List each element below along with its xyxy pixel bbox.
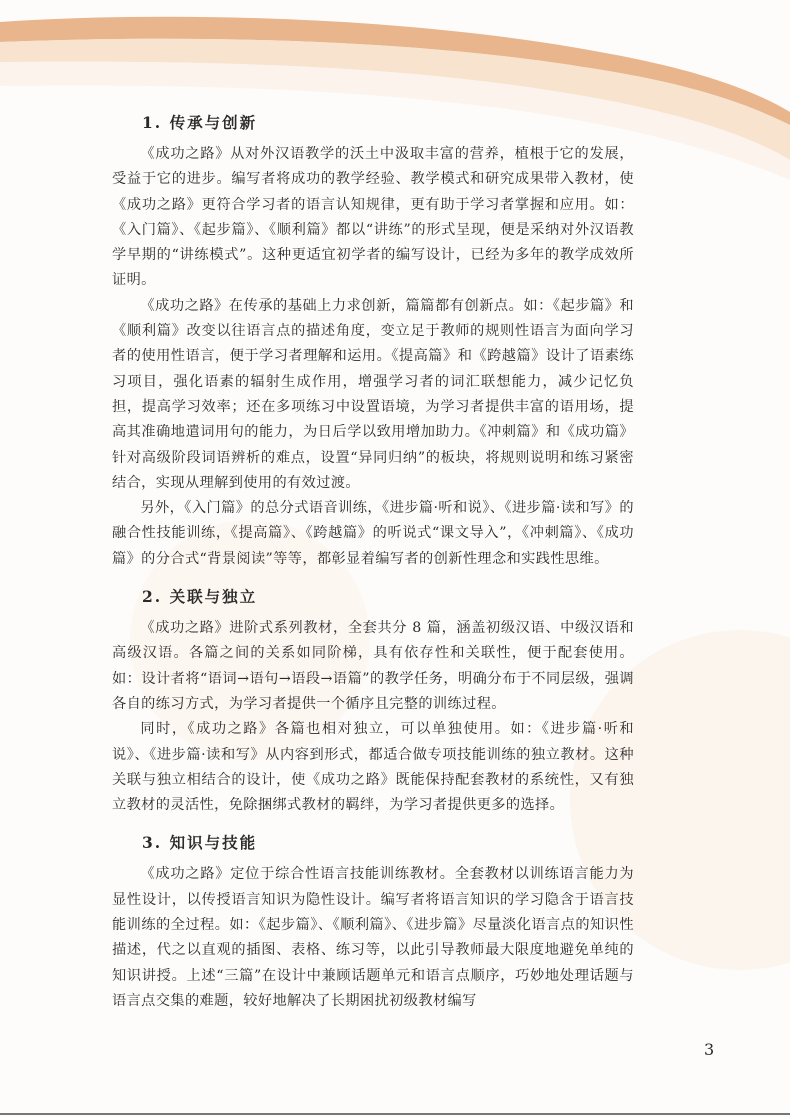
- page-number: 3: [704, 1040, 715, 1059]
- article-body: [112, 112, 634, 1014]
- paragraph: 《成功之路》在传承的基础上力求创新，篇篇都有创新点。如：《起步篇》和《顺利篇》改变以往语言点的描述角度，变立足于教师的规则性语言为面向学习者的使用性语言，便于学习者理解和运用。《提高篇》和《跨越篇》设计了语素练习项目，强化语素的辐射生成作用，增强学习者的词汇联想能力，减少记忆负担，提高学习效率；还在多项练习中设置语境，为学习者提供丰富的语用场，提高其准确地遣词用句的能力，为日后学以致用增加助力。《冲刺篇》和《成功篇》针对高级阶段词语辨析的难点，设置“异同归纳”的板块，将规则说明和练习紧密结合，实现从理解到使用的有效过渡。: [112, 297, 634, 491]
- paragraph: 同时，《成功之路》各篇也相对独立，可以单独使用。如：《进步篇·听和说》、《进步篇·读和写》从内容到形式，都适合做专项技能训练的独立教材。这种关联与独立相结合的设计，使《成功之路》既能保持配套教材的系统性，又有独立教材的灵活性，免除捆绑式教材的羁绊，为学习者提供更多的选择。: [112, 721, 634, 814]
- section-title: 3. 知识与技能: [142, 833, 258, 853]
- section-title: 1. 传承与创新: [142, 113, 258, 132]
- paragraph: 另外，《入门篇》的总分式语音训练，《进步篇·听和说》、《进步篇·读和写》的融合性技能训练，《提高篇》、《跨越篇》的听说式“课文导入”，《冲刺篇》、《成功篇》的分合式“背景阅读”等等，都彰显着编写者的创新性理念和实践性思维。: [112, 500, 634, 567]
- paragraph: 《成功之路》从对外汉语教学的沃土中汲取丰富的营养，植根于它的发展，受益于它的进步。编写者将成功的教学经验、教学模式和研究成果带入教材，使《成功之路》更符合学习者的语言认知规律，更有助于学习者掌握和应用。如：《入门篇》、《起步篇》、《顺利篇》都以“讲练”的形式呈现，便是采纳对外汉语教学早期的“讲练模式”。这种更适宜初学者的编写设计，已经为多年的教学成效所证明。: [112, 146, 634, 289]
- section-relation-independence: [112, 586, 634, 818]
- section-inheritance-innovation: [112, 112, 634, 572]
- section-knowledge-skills: [112, 832, 634, 1014]
- paragraph: 《成功之路》进阶式系列教材，全套共分 8 篇，涵盖初级汉语、中级汉语和高级汉语。各篇之间的关系如同阶梯，具有依存性和关联性，便于配套使用。如：设计者将“语词→语句→语段→语篇”的教学任务，明确分布于不同层级，强调各自的练习方式，为学习者提供一个循序且完整的训练过程。: [112, 620, 634, 712]
- section-title: 2. 关联与独立: [142, 587, 258, 607]
- paragraph: 《成功之路》定位于综合性语言技能训练教材。全套教材以训练语言能力为显性设计，以传授语言知识为隐性设计。编写者将语言知识的学习隐含于语言技能训练的全过程。如：《起步篇》、《顺利篇》、《进步篇》尽量淡化语言点的知识性描述，代之以直观的插图、表格、练习等，以此引导教师最大限度地避免单纯的知识讲授。上述“三篇”在设计中兼顾话题单元和语言点顺序，巧妙地处理话题与语言点交集的难题，较好地解决了长期困扰初级教材编写: [112, 866, 634, 1009]
